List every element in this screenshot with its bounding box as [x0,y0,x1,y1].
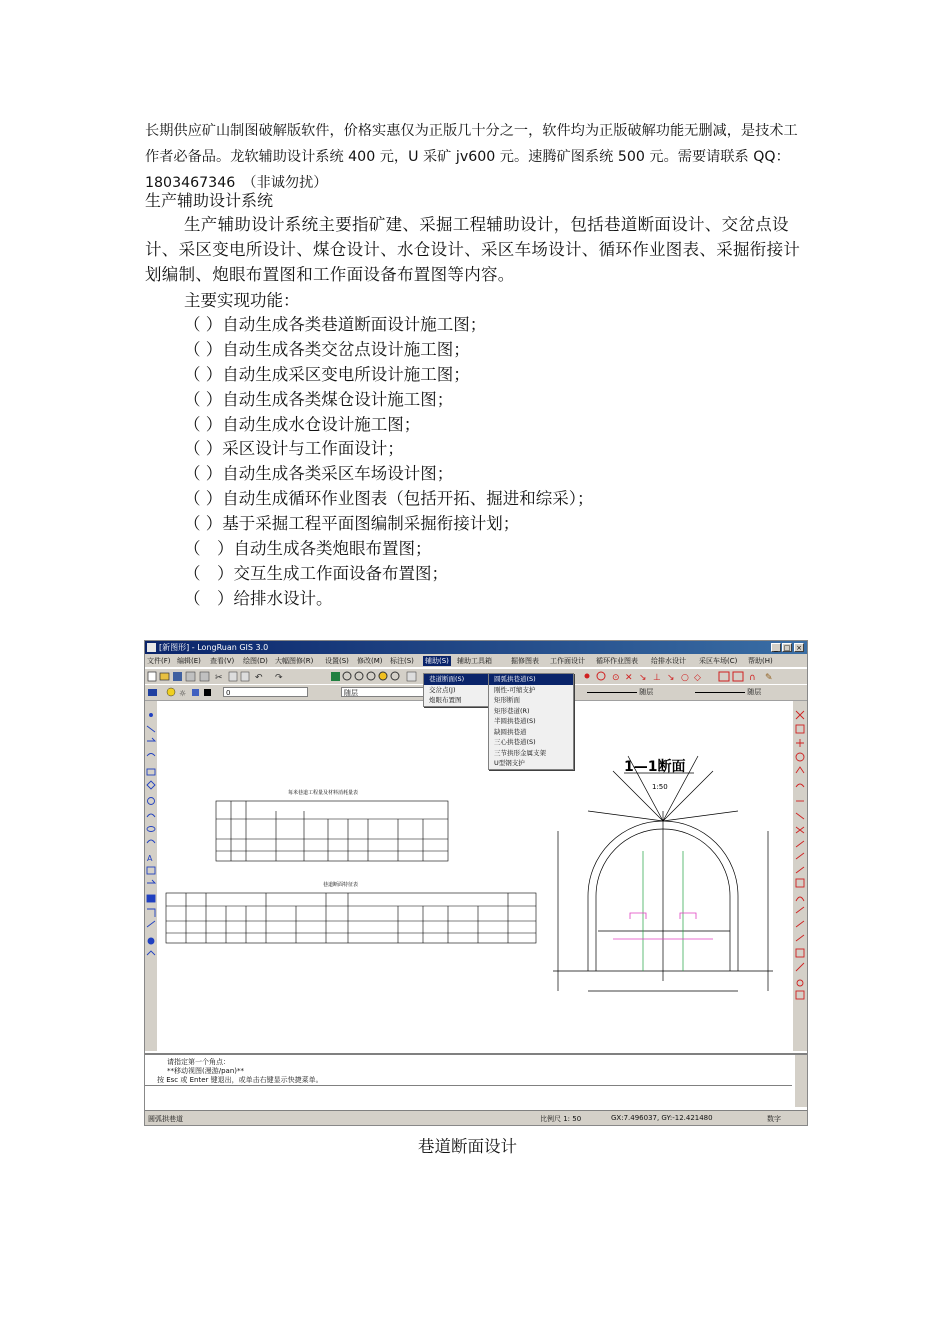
feature-item: （ ）给排水设计。 [184,588,333,608]
menu-drainage[interactable]: 给排水设计 [651,657,686,665]
feature-item: （ ）自动生成水仓设计施工图； [184,414,421,434]
submenu-metal-support[interactable]: 三节拱形金属支架 [494,748,546,757]
svg-text:↘: ↘ [639,673,647,683]
feature-item: （ ）采区设计与工作面设计； [184,439,404,459]
window-title: [新图形] - LongRuan GIS 3.0 [159,643,269,652]
svg-text:☼: ☼ [179,689,187,698]
layer-combo[interactable]: 0 [223,687,308,697]
linetype-combo-2[interactable] [585,687,685,697]
menu-annotate[interactable]: 标注(S) [390,657,414,665]
menu-workface[interactable]: 工作面设计 [550,657,585,665]
menu-file[interactable]: 文件(F) [147,657,171,665]
feature-list [184,313,594,612]
menu-section[interactable]: 巷道断面(S) [424,674,488,685]
app-icon [147,643,156,652]
draw-tool-icons[interactable] [145,701,157,1051]
cmd-line-3: 按 Esc 或 Enter 键退出，或单击右键显示快捷菜单。 [157,1076,323,1084]
menu-settings[interactable]: 设置(S) [325,657,349,665]
drawing-scale: 1:50 [652,783,668,791]
feature-item: （ ）交互生成工作面设备布置图； [184,563,448,583]
app-screenshot [144,640,808,1126]
status-mode: 数字 [767,1115,781,1123]
linetype-combo-3[interactable] [693,687,801,697]
submenu-arch[interactable]: 圆弧拱巷道(S) [489,674,573,685]
cmd-line-2: **移动视图(漫游/pan)** [167,1067,244,1075]
section-submenu [488,673,574,770]
menu-edit[interactable]: 编辑(E) [177,657,201,665]
submenu-semicircle[interactable]: 半圆拱巷道(S) [494,717,536,725]
minimize-button[interactable]: _ [771,643,781,652]
status-command: 圆弧拱巷道 [148,1115,183,1123]
window-titlebar [145,641,807,654]
menu-modify[interactable]: 修改(M) [357,657,383,665]
advertisement-text: 长期供应矿山制图破解版软件，价格实惠仅为正版几十分之一，软件均为正版破解功能无删减，是技术工作者必备品。龙软辅助设计系统 400 元，U 采矿 jv600 元。速腾矿图系统 500 元。需要请联系 QQ：1803467346 （非诚勿扰） [145,123,798,191]
submenu-u-steel[interactable]: U型钢支护 [494,759,525,767]
menu-intersection[interactable]: 交岔点(J) [429,685,456,694]
menu-view[interactable]: 查看(V) [210,657,235,665]
svg-text:○: ○ [681,673,689,683]
menu-draw[interactable]: 绘图(D) [243,657,268,665]
menu-charts[interactable]: 掘修图表 [511,657,539,665]
submenu-three-center[interactable]: 三心拱巷道(S) [494,738,536,746]
right-tool-palette [793,701,807,1051]
feature-item: （ ）自动生成各类巷道断面设计施工图； [184,315,487,334]
menu-bar [145,654,807,667]
feature-item: （ ）自动生成各类煤仓设计施工图； [184,389,454,409]
feature-item: （ ）自动生成各类炮眼布置图； [184,539,432,559]
submenu-rect-section[interactable]: 矩形断面 [494,696,520,704]
feature-item: （ ）自动生成采区变电所设计施工图； [184,364,470,384]
assist-menu [423,673,489,707]
feature-item: （ ）自动生成各类交岔点设计施工图； [184,339,470,359]
feature-item: （ ）自动生成各类采区车场设计图； [184,464,454,484]
svg-text:↷: ↷ [275,673,283,683]
linetype-value-2: 随层 [639,688,654,696]
svg-text:⊙: ⊙ [612,673,620,683]
edit-tool-icons[interactable] [793,701,807,1051]
cmd-line-1: 请指定第一个角点： [167,1058,230,1066]
menu-help[interactable]: 帮助(H) [748,657,773,665]
intro-paragraph: 生产辅助设计系统主要指矿建、采掘工程辅助设计，包括巷道断面设计、交岔点设计、采区变电所设计、煤仓设计、水仓设计、采区车场设计、循环作业图表、采掘衔接计划编制、炮眼布置图和工作面设备布置图等内容。 [145,215,801,284]
linetype-value-3: 随层 [747,688,762,696]
table2-title: 巷道断面特征表 [323,882,359,888]
menu-blast-hole[interactable]: 炮眼布置图 [429,696,462,704]
menu-large-map[interactable]: 大幅图修(R) [275,657,314,665]
svg-text:A: A [147,854,153,863]
maximize-button[interactable]: □ [783,644,791,652]
svg-text:⊥: ⊥ [653,673,661,683]
menu-yard[interactable]: 采区车场(C) [699,657,738,665]
cad-drawing [158,701,792,1051]
svg-text:◇: ◇ [694,673,701,683]
svg-text:✂: ✂ [215,673,223,683]
linetype-combo[interactable]: 随层 [341,687,431,697]
features-heading: 主要实现功能： [184,291,300,310]
svg-text:↶: ↶ [255,673,263,683]
feature-item: （ ）基于采掘工程平面图编制采掘衔接计划； [184,514,520,534]
svg-text:∩: ∩ [749,673,756,683]
section-title: 生产辅助设计系统 [145,191,274,210]
svg-text:✎: ✎ [765,673,773,683]
close-button[interactable]: × [794,643,804,652]
feature-item: （ ）自动生成循环作业图表（包括开拓、掘进和综采）； [184,489,594,509]
submenu-rigid[interactable]: 刚性-可缩支护 [494,685,536,694]
command-window[interactable] [145,1053,807,1110]
menu-cycle-chart[interactable]: 循环作业图表 [596,657,638,665]
left-tool-palette [145,701,157,1051]
table1-title: 每米巷道工程量及材料消耗量表 [288,790,359,796]
drawing-title: 1—1断面 [624,759,686,775]
status-coordinates: GX:7.496037, GY:-12.421480 [611,1114,713,1122]
svg-text:↘: ↘ [667,673,675,683]
submenu-segmental[interactable]: 缺圆拱巷道 [494,727,527,736]
menu-assist-toolbox[interactable]: 辅助工具箱 [457,657,492,665]
svg-text:✕: ✕ [625,673,633,683]
status-scale: 比例尺 1: 50 [540,1115,582,1123]
layer-icons[interactable] [145,685,235,700]
cmd-scrollbar[interactable] [795,1055,807,1107]
figure-caption: 巷道断面设计 [418,1137,517,1156]
status-bar [145,1110,807,1125]
submenu-rect[interactable]: 矩形巷道(R) [494,706,530,715]
menu-assist[interactable]: 辅助(S) [425,657,449,665]
